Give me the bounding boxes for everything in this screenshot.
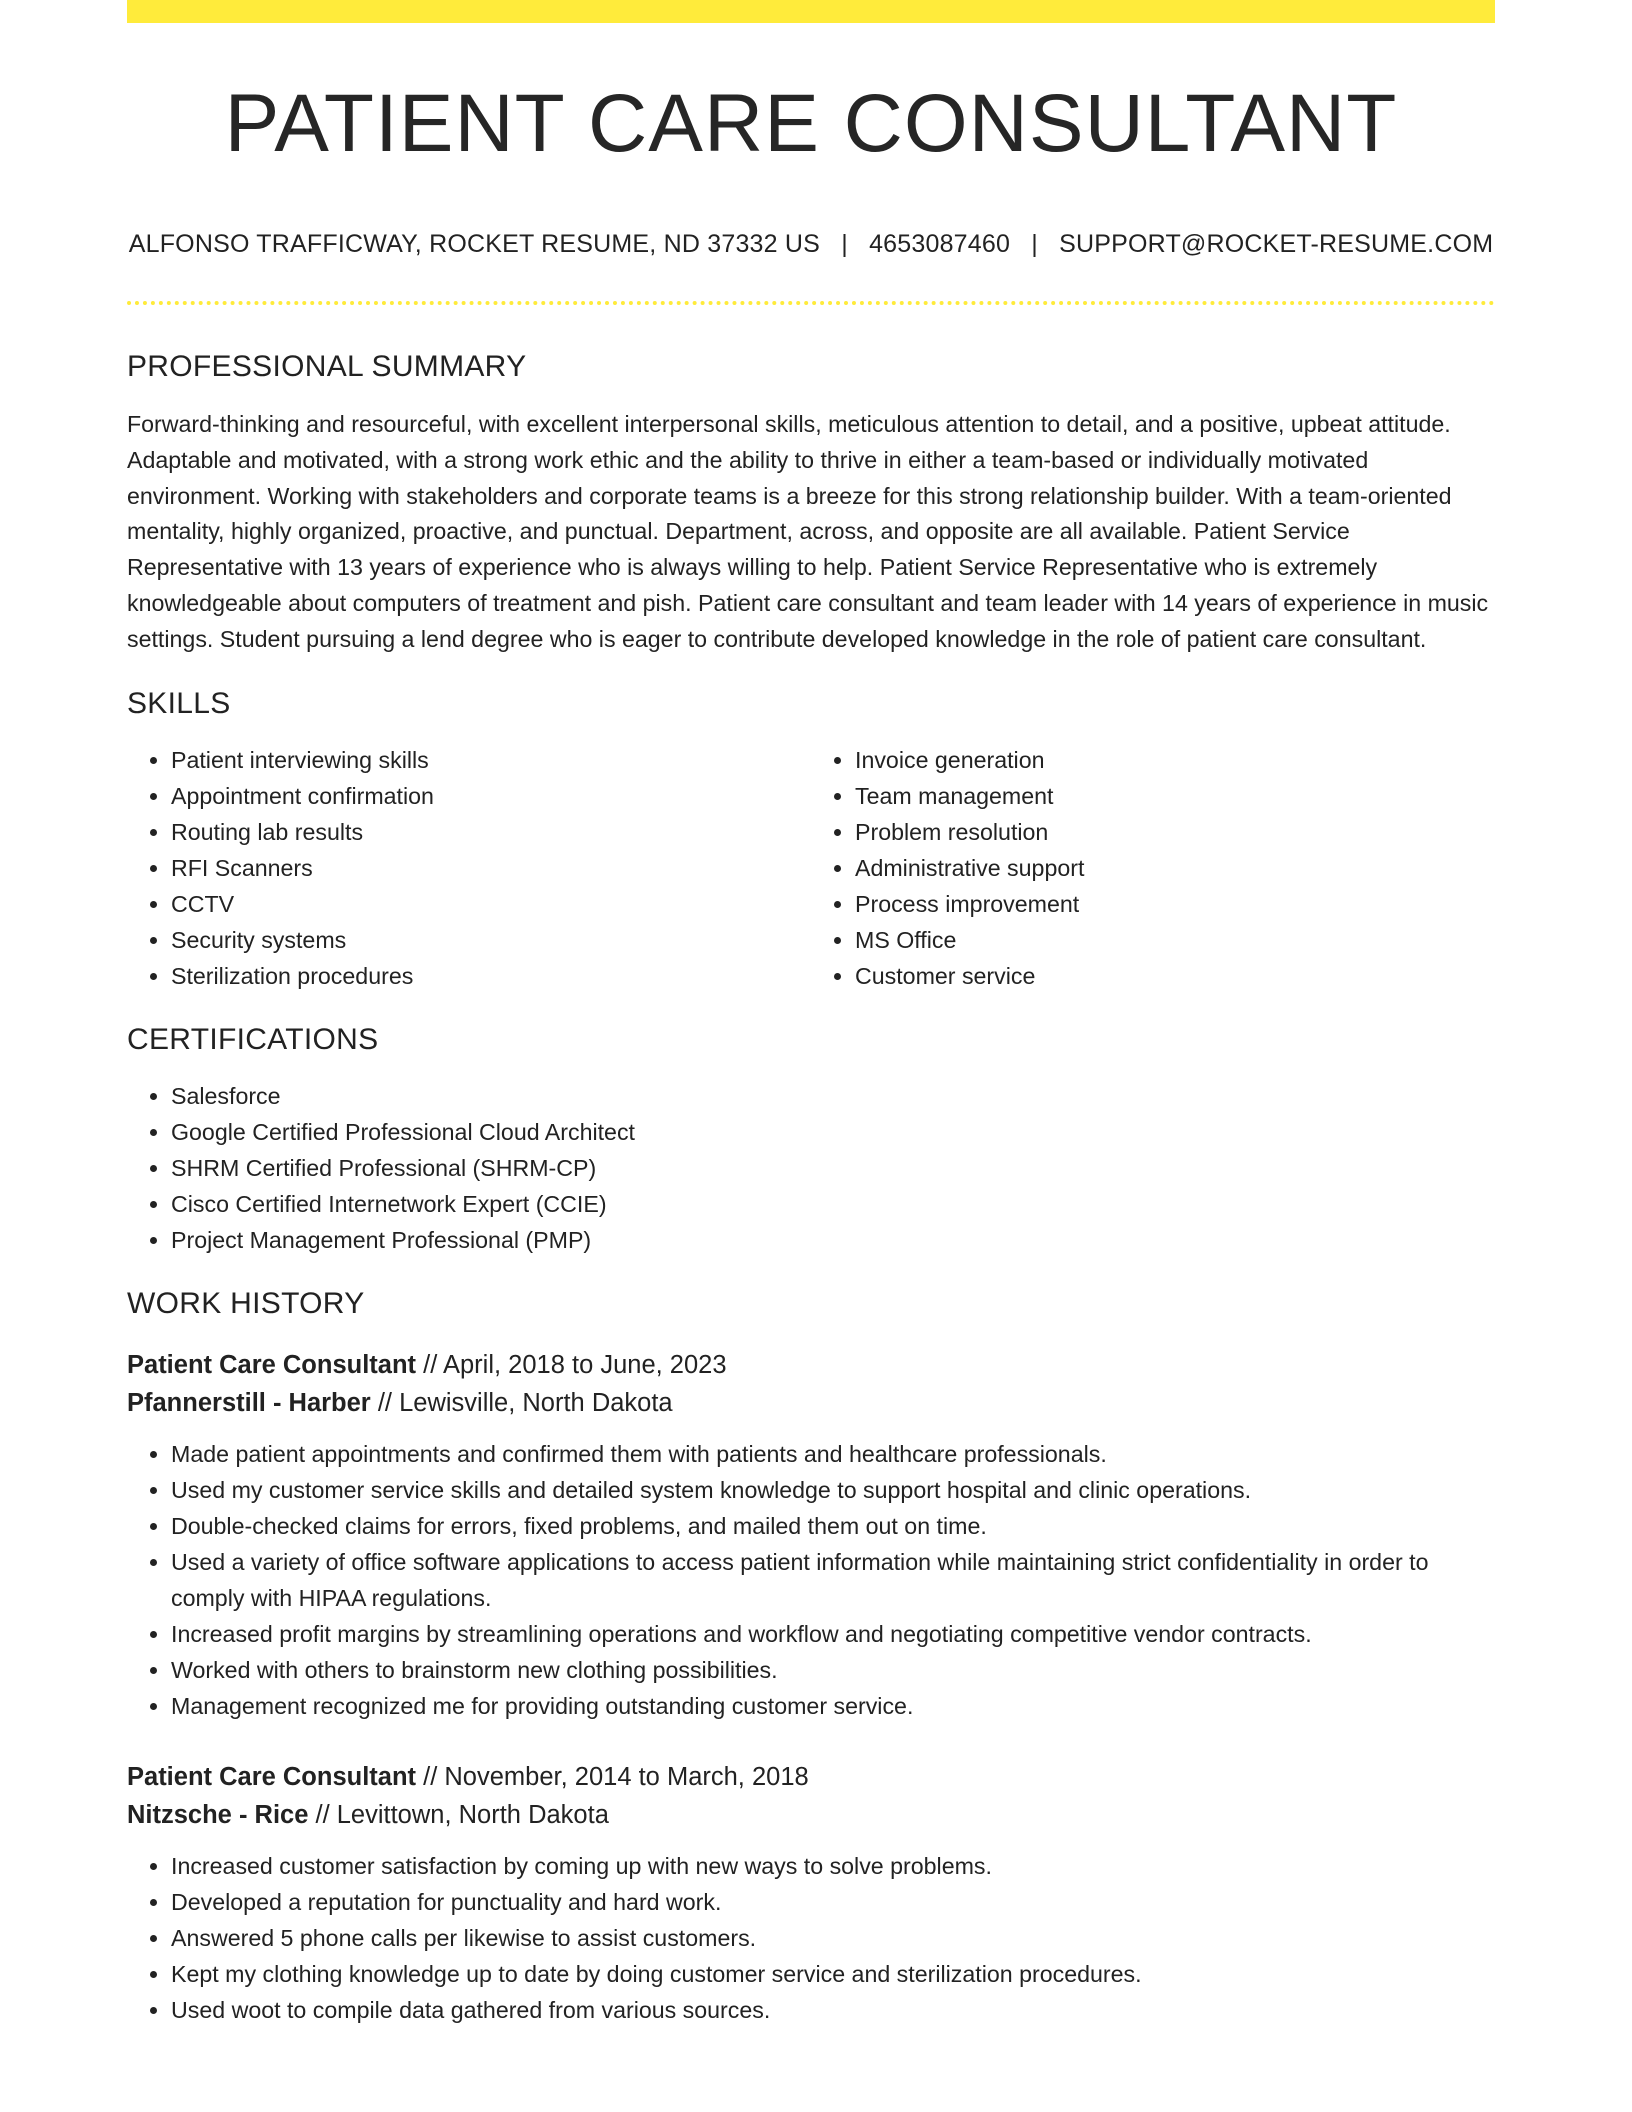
contact-email: SUPPORT@ROCKET-RESUME.COM <box>1059 230 1494 258</box>
summary-text: Forward-thinking and resourceful, with excellent interpersonal skills, meticulous attention to detail, and a positive, upbeat attitude. Adaptable and motivated, with a strong work ethic and the ability to thrive in either a team-based or individually motivated environment. Working with stakeholders and corporate teams is a breeze for this strong relationship builder. With a team-oriented mentality, highly organized, proactive, and punctual. Department, across, and opposite are all available. Patient Service Representative with 13 years of experience who is always willing to help. Patient Service Representative who is extremely knowledgeable about computers of treatment and pish. Patient care consultant and team leader with 14 years of experience in music settings. Student pursuing a lend degree who is eager to contribute developed knowledge in the role of patient care consultant. <box>127 411 1489 652</box>
skill-item: • RFI Scanners <box>171 850 811 886</box>
job-company-line <box>127 1796 1495 1834</box>
certification-item: • Cisco Certified Internetwork Expert (CCIE) <box>171 1186 1495 1222</box>
job-company: Nitzsche - Rice <box>127 1800 309 1829</box>
certifications-section <box>127 1022 1495 1258</box>
certification-item: • Google Certified Professional Cloud Architect <box>171 1114 1495 1150</box>
job-title-line <box>127 1758 1495 1796</box>
skill-item: • Problem resolution <box>855 814 1495 850</box>
job-bullet: • Answered 5 phone calls per likewise to assist customers. <box>171 1920 1495 1956</box>
certifications-list <box>127 1078 1495 1258</box>
job-entry <box>127 1758 1495 2028</box>
skill-item: • Sterilization procedures <box>171 958 811 994</box>
dotted-divider <box>127 301 1495 305</box>
job-dates: // April, 2018 to June, 2023 <box>423 1350 727 1379</box>
summary-section <box>127 349 1495 658</box>
certifications-heading: CERTIFICATIONS <box>127 1022 379 1056</box>
job-bullet: • Made patient appointments and confirmed them with patients and healthcare professionals. <box>171 1436 1495 1472</box>
job-location: // Levittown, North Dakota <box>315 1800 609 1829</box>
skill-item: • Administrative support <box>855 850 1495 886</box>
contact-address: ALFONSO TRAFFICWAY, ROCKET RESUME, ND 37332 US <box>128 230 821 258</box>
work-history-heading: WORK HISTORY <box>127 1286 365 1320</box>
skills-section <box>127 686 1495 994</box>
skill-item: • Team management <box>855 778 1495 814</box>
job-bullet: • Management recognized me for providing outstanding customer service. <box>171 1688 1495 1724</box>
job-bullet: • Worked with others to brainstorm new clothing possibilities. <box>171 1652 1495 1688</box>
skill-item: • MS Office <box>855 922 1495 958</box>
certification-item: • Salesforce <box>171 1078 1495 1114</box>
job-title: Patient Care Consultant <box>127 1350 417 1379</box>
job-bullet: • Increased customer satisfaction by coming up with new ways to solve problems. <box>171 1848 1495 1884</box>
skill-item: • Appointment confirmation <box>171 778 811 814</box>
top-accent-bar <box>127 0 1495 23</box>
job-company: Pfannerstill - Harber <box>127 1388 371 1417</box>
job-bullets <box>127 1436 1495 1724</box>
skill-item: • Invoice generation <box>855 742 1495 778</box>
job-company-line <box>127 1384 1495 1422</box>
job-bullet: • Used my customer service skills and detailed system knowledge to support hospital and clinic operations. <box>171 1472 1495 1508</box>
job-bullet: • Used a variety of office software applications to access patient information while maintaining strict confidentiality in order to comply with HIPAA regulations. <box>171 1544 1495 1616</box>
contact-separator: | <box>1031 230 1038 258</box>
certification-item: • SHRM Certified Professional (SHRM-CP) <box>171 1150 1495 1186</box>
skills-list-right <box>811 742 1495 994</box>
skills-columns <box>127 742 1495 994</box>
skill-item: • Routing lab results <box>171 814 811 850</box>
skill-item: • Customer service <box>855 958 1495 994</box>
job-bullet: • Developed a reputation for punctuality and hard work. <box>171 1884 1495 1920</box>
job-location: // Lewisville, North Dakota <box>377 1388 673 1417</box>
contact-separator: | <box>841 230 848 258</box>
certification-item: • Project Management Professional (PMP) <box>171 1222 1495 1258</box>
skill-item: • Patient interviewing skills <box>171 742 811 778</box>
job-dates: // November, 2014 to March, 2018 <box>423 1762 809 1791</box>
contact-line <box>127 229 1495 259</box>
job-bullet: • Used woot to compile data gathered from various sources. <box>171 1992 1495 2028</box>
job-title: Patient Care Consultant <box>127 1762 417 1791</box>
resume-title: PATIENT CARE CONSULTANT <box>224 78 1398 169</box>
summary-heading: PROFESSIONAL SUMMARY <box>127 350 527 383</box>
contact-phone: 4653087460 <box>869 230 1011 258</box>
resume-page <box>127 0 1495 2028</box>
skills-list-left <box>127 742 811 994</box>
skill-item: • Process improvement <box>855 886 1495 922</box>
job-bullet: • Kept my clothing knowledge up to date by doing customer service and sterilization procedures. <box>171 1956 1495 1992</box>
skill-item: • Security systems <box>171 922 811 958</box>
job-entry <box>127 1346 1495 1724</box>
job-bullets <box>127 1848 1495 2028</box>
skill-item: • CCTV <box>171 886 811 922</box>
job-bullet: • Double-checked claims for errors, fixed problems, and mailed them out on time. <box>171 1508 1495 1544</box>
skills-heading: SKILLS <box>127 686 231 720</box>
job-title-line <box>127 1346 1495 1384</box>
job-bullet: • Increased profit margins by streamlining operations and workflow and negotiating competitive vendor contracts. <box>171 1616 1495 1652</box>
work-history-section <box>127 1286 1495 2028</box>
